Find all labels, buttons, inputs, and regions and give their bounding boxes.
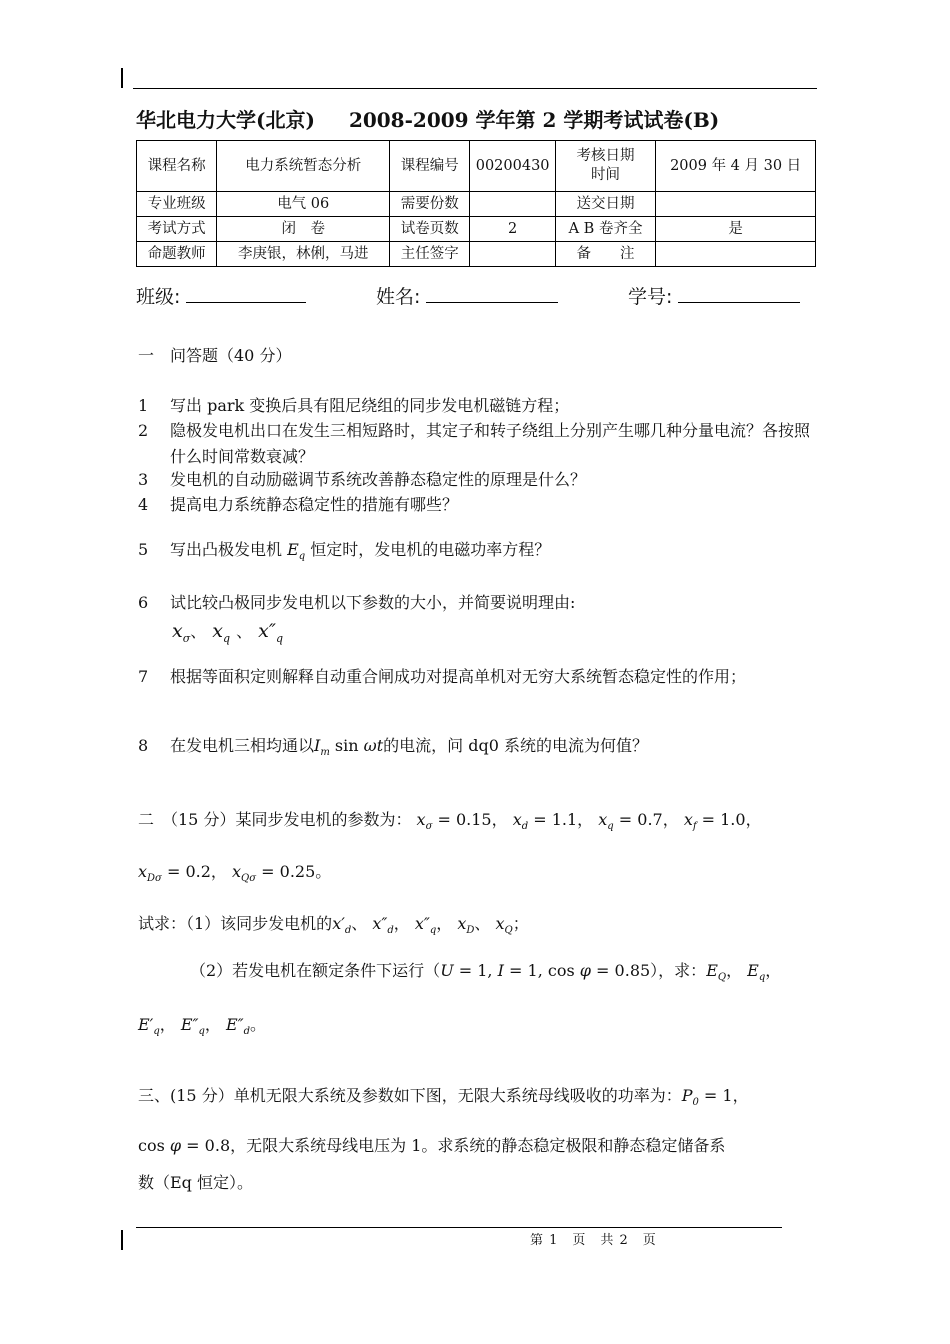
section-2-line1 xyxy=(138,807,762,840)
param-xDsigma: 0.2 xyxy=(185,862,211,881)
ab-value: 是 xyxy=(656,217,816,242)
major: 电气 06 xyxy=(217,192,390,217)
ab-label: A B 卷齐全 xyxy=(555,217,655,242)
id-field xyxy=(628,282,800,309)
ask2-conditions: U = 1, I = 1, cos φ = 0.85 xyxy=(440,961,651,980)
q7-text: 根据等面积定则解释自动重合闸成功对提高单机对无穷大系统暂态稳定性的作用； xyxy=(170,667,747,686)
q3-text: 发电机的自动励磁调节系统改善静态稳定性的原理是什么？ xyxy=(170,470,587,489)
name-blank[interactable] xyxy=(426,284,558,303)
ask2-end: ），求： xyxy=(650,961,707,980)
exam-date-label: 考核日期时间 xyxy=(555,141,655,192)
section-2-intro: 二 （15 分）某同步发电机的参数为： xyxy=(138,810,412,829)
footer-rule xyxy=(136,1227,782,1228)
q2-number: 2 xyxy=(138,421,149,440)
page-number: 第 1 页 共 2 页 xyxy=(530,1233,657,1248)
teacher-label: 命题教师 xyxy=(137,242,217,267)
copies xyxy=(470,192,555,217)
q8-text-b: 的电流，问 dq0 系统的电流为何值？ xyxy=(383,736,648,755)
section-2-ask2 xyxy=(190,958,781,991)
q1-text: 写出 park 变换后具有阻尼绕组的同步发电机磁链方程； xyxy=(170,396,570,415)
q4-text: 提高电力系统静态稳定性的措施有哪些？ xyxy=(170,495,459,514)
q5-formula: $E_q$ xyxy=(287,540,306,563)
class-label: 班级: xyxy=(136,286,181,308)
q5-text-b: 恒定时，发电机的电磁功率方程？ xyxy=(310,540,551,559)
class-blank[interactable] xyxy=(186,284,306,303)
pages: 2 xyxy=(470,217,555,242)
course-name-label: 课程名称 xyxy=(137,141,217,192)
name-field xyxy=(376,282,558,309)
ask1-text: 试求：（1）该同步发电机的 xyxy=(138,914,333,933)
section-3-line2 xyxy=(138,1133,725,1159)
course-code-label: 课程编号 xyxy=(390,141,470,192)
q2-text: 隐极发电机出口在发生三相短路时，其定子和转子绕组上分别产生哪几种分量电流？各按照什么时间常数衰减？ xyxy=(170,421,811,466)
exam-type-label: 考试方式 xyxy=(137,217,217,242)
ask2-text: （2）若发电机在额定条件下运行（ xyxy=(190,961,441,980)
binding-mark-bottom xyxy=(121,1230,123,1250)
exam-type: 闭 卷 xyxy=(217,217,390,242)
section-2-ask2-cont: $E'_q$， $E''_q$， $E''_d$。 xyxy=(138,1015,267,1038)
section-3-text1: 三、(15 分）单机无限大系统及参数如下图，无限大系统母线吸收的功率为： xyxy=(138,1086,682,1105)
q5-number: 5 xyxy=(138,540,149,559)
param-xd: 1.1 xyxy=(551,810,578,829)
q3-number: 3 xyxy=(138,470,149,489)
q6-formula: $x_\sigma$、 $x_q$ 、 $x''_q$ xyxy=(172,620,284,645)
id-label: 学号: xyxy=(628,286,673,308)
course-code: 00200430 xyxy=(470,141,555,192)
param-xq: 0.7 xyxy=(637,810,663,829)
university-name: 华北电力大学(北京) xyxy=(136,108,315,132)
q5-text xyxy=(170,537,818,570)
ask2-targets: $E_Q$， $E_q$， xyxy=(706,961,782,984)
section-2-line2: $x_{D\sigma} = 0.2$， $x_{Q\sigma} = 0.25$。 xyxy=(138,862,332,885)
course-name: 电力系统暂态分析 xyxy=(217,141,390,192)
cos-formula: cos φ = 0.8 xyxy=(138,1136,231,1155)
teacher: 李庚银，林俐，马进 xyxy=(217,242,390,267)
remark xyxy=(656,242,816,267)
name-label: 姓名: xyxy=(376,286,421,308)
section-3-line3: 数（Eq 恒定）。 xyxy=(138,1173,254,1192)
q8-number: 8 xyxy=(138,736,149,755)
q8-text xyxy=(170,733,818,766)
term-title: 2008-2009 学年第 2 学期考试试卷(B) xyxy=(348,108,720,132)
q1-number: 1 xyxy=(138,396,149,415)
copies-label: 需要份数 xyxy=(390,192,470,217)
exam-title xyxy=(136,104,816,133)
param-xf: 1.0 xyxy=(720,810,746,829)
q8-text-a: 在发电机三相均通以 xyxy=(170,736,315,755)
param-formula-line1: $x_\sigma = 0.15$， $x_d = 1.1$， $x_q = 0.7$， $x_f = 1.0$， xyxy=(411,810,762,833)
submit-date-label: 送交日期 xyxy=(555,192,655,217)
section-3-line1 xyxy=(138,1083,749,1116)
exam-date: 2009 年 4 月 30 日 xyxy=(656,141,816,192)
q5-text-a: 写出凸极发电机 xyxy=(170,540,283,559)
q4-number: 4 xyxy=(138,495,149,514)
submit-date xyxy=(656,192,816,217)
course-info-table xyxy=(136,140,816,267)
header-rule xyxy=(133,88,817,89)
major-label: 专业班级 xyxy=(137,192,217,217)
param-xQsigma: 0.25 xyxy=(279,862,316,881)
section-2-ask1 xyxy=(138,911,529,944)
director-label: 主任签字 xyxy=(390,242,470,267)
p0-formula: $P_0 = 1$， xyxy=(681,1086,749,1109)
section-1-title: 一 问答题（40 分） xyxy=(138,346,292,365)
class-field xyxy=(136,282,306,309)
param-xsigma: 0.15 xyxy=(455,810,492,829)
id-blank[interactable] xyxy=(678,284,800,303)
q7-number: 7 xyxy=(138,667,149,686)
binding-mark-top xyxy=(121,68,123,88)
pages-label: 试卷页数 xyxy=(390,217,470,242)
remark-label: 备 注 xyxy=(555,242,655,267)
section-3-text2: ，无限大系统母线电压为 1。求系统的静态稳定极限和静态稳定储备系 xyxy=(230,1136,726,1155)
ask1-formula: $x'_d$、 $x''_d$， $x''_q$， $x_D$、 $x_Q$； xyxy=(332,914,529,937)
q6-number: 6 xyxy=(138,593,149,612)
q8-formula: $I_m$ sin ωt xyxy=(314,736,384,759)
director-signature xyxy=(470,242,555,267)
q6-text: 试比较凸极同步发电机以下参数的大小，并简要说明理由: xyxy=(170,593,576,612)
